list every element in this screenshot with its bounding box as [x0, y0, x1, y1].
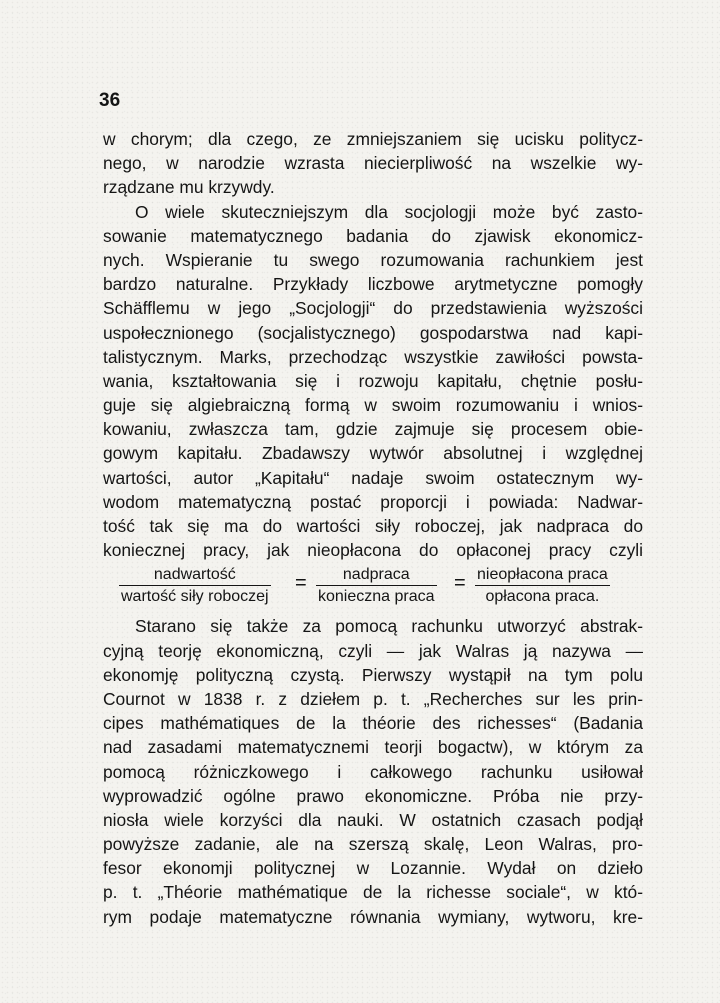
fraction-numerator: nieopłacona praca	[477, 566, 608, 584]
text-line: uspołecznionego (socjalistycznego) gospodarstwa nad kapi-	[103, 322, 643, 343]
text-line: wyprowadzić ogólne prawo ekonomiczne. Próba nie przy-	[103, 785, 643, 806]
text-line: guje się algiebraiczną formą w swoim rozumowaniu i wnios-	[103, 395, 643, 416]
fraction-surplus-labour	[316, 564, 437, 607]
fraction-surplus-value	[119, 564, 271, 607]
text-line: cipes mathématiques de la théorie des richesses“ (Badania	[103, 713, 643, 734]
text-line: wania, kształtowania się i rozwoju kapitału, chętnie posłu-	[103, 370, 643, 391]
text-line: cyjną teorję ekonomiczną, czyli — jak Walras ją nazywa —	[103, 640, 643, 661]
text-line: Schäfflemu w jego „Socjologji“ do przedstawienia wyższości	[103, 298, 643, 319]
text-line: wartości, autor „Kapitału“ nadaje swoim ostatecznym wy-	[103, 467, 643, 488]
text-line: koniecznej pracy, jak nieopłacona do opłaconej pracy czyli	[103, 540, 643, 561]
text-line: O wiele skuteczniejszym dla socjologji może być zasto-	[135, 201, 643, 222]
body-text	[103, 127, 643, 929]
fraction-denominator: wartość siły roboczej	[121, 588, 269, 606]
text-line: nych. Wspieranie tu swego rozumowania rachunkiem jest	[103, 249, 643, 270]
equals-sign: =	[454, 572, 466, 595]
text-line: p. t. „Théorie mathématique de la richesse sociale“, w któ-	[103, 882, 643, 903]
fraction-numerator: nadpraca	[342, 566, 410, 584]
text-line: rym podaje matematyczne równania wymiany, wytworu, kre-	[103, 906, 643, 927]
paragraph-2	[103, 200, 643, 563]
text-line: niosła wiele korzyści dla nauki. W ostatnich czasach podjął	[103, 809, 643, 830]
text-line: Starano się także za pomocą rachunku utworzyć abstrak-	[135, 616, 643, 637]
text-line: pomocą różniczkowego i całkowego rachunku usiłował	[103, 761, 643, 782]
text-line: w chorym; dla czego, ze zmniejszaniem się ucisku politycz-	[103, 129, 643, 149]
text-line: sowanie matematycznego badania do zjawisk ekonomicz-	[103, 225, 643, 246]
fraction-numerator: nadwartość	[153, 566, 236, 584]
text-line: gowym kapitału. Zbadawszy wytwór absolutnej i względnej	[103, 443, 643, 464]
paragraph-3	[103, 614, 643, 928]
fraction-denominator: opłacona praca.	[485, 588, 600, 606]
paragraph-1	[103, 127, 643, 200]
text-line: rządzane mu krzywdy.	[103, 177, 275, 198]
fraction-denominator: konieczna praca	[318, 588, 435, 606]
text-line: tość tak się ma do wartości siły roboczej, jak nadpraca do	[103, 516, 643, 536]
equals-sign: =	[295, 572, 307, 595]
fraction-unpaid-labour	[475, 564, 610, 607]
text-line: fesor ekonomji politycznej w Lozannie. Wydał on dzieło	[103, 858, 643, 879]
text-line: wodom matematyczną postać proporcji i powiada: Nadwar-	[103, 491, 643, 512]
text-line: nego, w narodzie wzrasta niecierpliwość na wszelkie wy-	[103, 153, 643, 174]
text-line: talistycznym. Marks, przechodząc wszystkie zawiłości powsta-	[103, 346, 643, 367]
text-line: ekonomję polityczną czystą. Pierwszy wystąpił na tym polu	[103, 664, 643, 685]
page-number: 36	[99, 90, 121, 111]
text-line: kowaniu, zwłaszcza tam, gdzie zajmuje się procesem obie-	[103, 419, 643, 440]
text-line: bardzo naturalne. Przykłady liczbowe arytmetyczne pomogły	[103, 274, 643, 295]
proportion-formula	[103, 564, 643, 610]
text-line: Cournot w 1838 r. z dziełem p. t. „Recherches sur les prin-	[103, 688, 643, 709]
text-line: nad zasadami matematycznemi teorji bogactw), w którym za	[103, 737, 643, 758]
text-line: powyższe zadanie, ale na szerszą skalę, Leon Walras, pro-	[103, 834, 643, 855]
